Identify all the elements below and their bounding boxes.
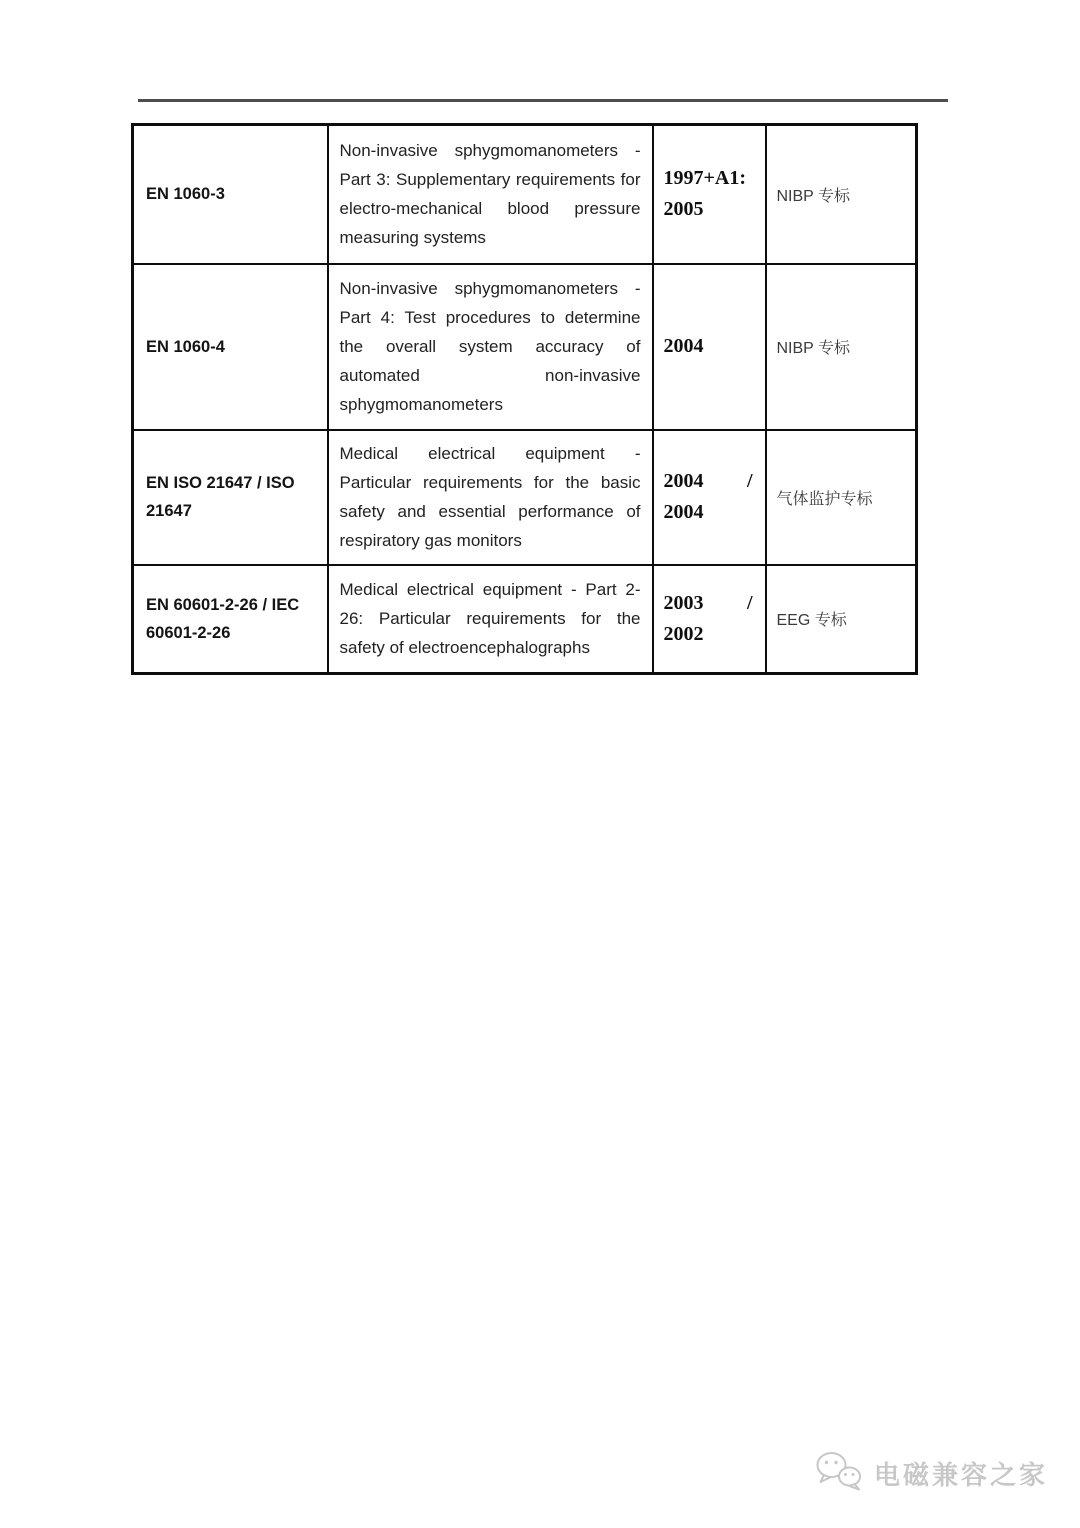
year-value: 2005 <box>663 198 704 221</box>
standard-cell: EN 1060-3 <box>133 125 328 264</box>
year-value: 2003 <box>663 591 704 614</box>
year-value: 2004 <box>663 470 704 492</box>
horizontal-rule <box>138 99 948 102</box>
description-cell: Non-invasive sphygmomanometers - Part 3: Supplementary requirements for electro-mechanical blood pressure measuring systems <box>328 125 653 264</box>
category-cell: NIBP 专标 <box>766 264 917 430</box>
table-row <box>133 430 917 565</box>
year-cell <box>653 264 766 430</box>
watermark <box>814 1450 1048 1497</box>
description-cell: Medical electrical equipment - Particular requirements for the basic safety and essential performance of respiratory gas monitors <box>328 430 653 565</box>
standard-cell: EN ISO 21647 / ISO 21647 <box>133 430 328 565</box>
year-value: 2002 <box>663 622 704 645</box>
year-slash: / <box>746 470 753 492</box>
year-value: 2004 <box>663 335 704 357</box>
year-slash: / <box>746 591 753 614</box>
description-cell: Medical electrical equipment - Part 2-26: Particular requirements for the safety of electroencephalographs <box>328 565 653 674</box>
table-row <box>133 565 917 674</box>
year-cell <box>653 565 766 674</box>
category-cell: 气体监护专标 <box>766 430 917 565</box>
standard-cell: EN 60601-2-26 / IEC 60601-2-26 <box>133 565 328 674</box>
table-row <box>133 264 917 430</box>
wechat-icon <box>814 1450 864 1497</box>
standards-table <box>131 123 918 675</box>
year-value: 2004 <box>663 501 704 523</box>
year-cell <box>653 430 766 565</box>
category-cell: NIBP 专标 <box>766 125 917 264</box>
description-cell: Non-invasive sphygmomanometers - Part 4: Test procedures to determine the overall system accuracy of automated non-invasive sphygmomanometers <box>328 264 653 430</box>
standard-cell: EN 1060-4 <box>133 264 328 430</box>
year-cell <box>653 125 766 264</box>
year-value: 1997+A1: <box>663 167 746 190</box>
watermark-text: 电磁兼容之家 <box>873 1460 1048 1490</box>
category-cell: EEG 专标 <box>766 565 917 674</box>
table-row <box>133 125 917 264</box>
